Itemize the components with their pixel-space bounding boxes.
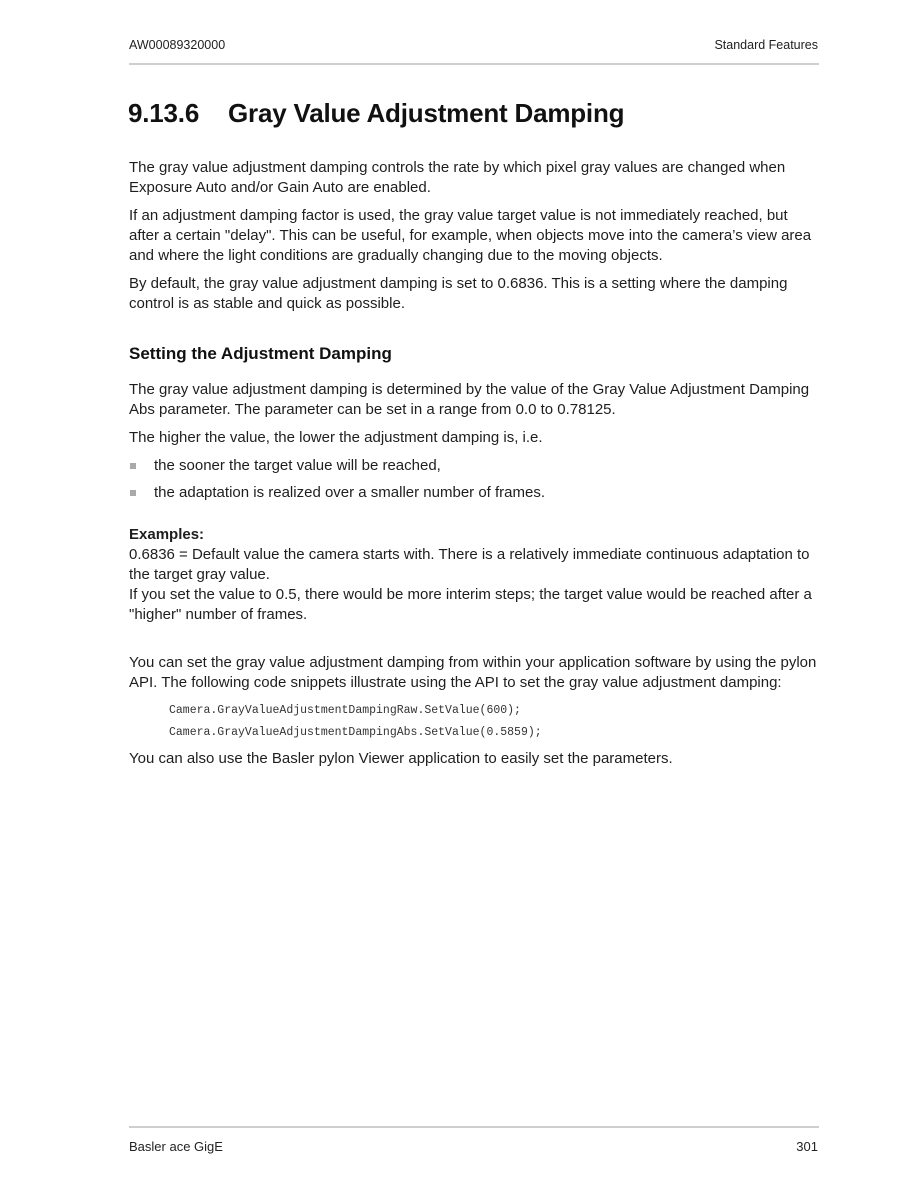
examples-label: Examples: [129, 526, 205, 543]
square-bullet-icon [130, 463, 136, 469]
chapter-name: Standard Features [714, 38, 818, 52]
bullet-text: the sooner the target value will be reached, [154, 457, 441, 474]
section-title: Gray Value Adjustment Damping [228, 98, 625, 128]
intro-paragraph: If an adjustment damping factor is used, the gray value target value is not immediately reached, but after a certain "delay". This can be useful, for example, when objects move into the camera’s view area and where the light conditions are gradually changing due to the moving objects. [129, 207, 812, 264]
example-line: If you set the value to 0.5, there would be more interim steps; the target value would be reached after a "higher" number of frames. [129, 586, 812, 623]
intro-paragraph: By default, the gray value adjustment damping is set to 0.6836. This is a setting where the damping control is as stable and quick as possible. [129, 275, 788, 312]
subsection-heading: Setting the Adjustment Damping [129, 344, 392, 363]
product-name: Basler ace GigE [129, 1139, 223, 1154]
intro-paragraph: The gray value adjustment damping controls the rate by which pixel gray values are changed when Exposure Auto and/or Gain Auto are enabled. [129, 159, 786, 196]
subsection-paragraph: The gray value adjustment damping is determined by the value of the Gray Value Adjustment Damping Abs parameter. The parameter can be set in a range from 0.0 to 0.78125. [129, 381, 810, 418]
footer-divider [129, 1126, 819, 1128]
square-bullet-icon [130, 490, 136, 496]
section-heading [128, 98, 624, 129]
page-body [129, 158, 819, 777]
page-number: 301 [796, 1139, 818, 1154]
code-snippet: Camera.GrayValueAdjustmentDampingAbs.SetValue(0.5859); [169, 726, 542, 739]
bullet-item [129, 483, 819, 503]
example-line: 0.6836 = Default value the camera starts with. There is a relatively immediate continuous adaptation to the target gray value. [129, 546, 810, 583]
api-intro-paragraph: You can set the gray value adjustment damping from within your application software by using the pylon API. The following code snippets illustrate using the API to set the gray value adjustment damping: [129, 654, 817, 691]
bullet-item [129, 456, 819, 476]
header-divider [129, 63, 819, 65]
subsection-paragraph: The higher the value, the lower the adjustment damping is, i.e. [129, 429, 543, 446]
document-id: AW00089320000 [129, 38, 226, 52]
code-snippet: Camera.GrayValueAdjustmentDampingRaw.SetValue(600); [169, 704, 521, 717]
bullet-list [129, 456, 819, 503]
section-number: 9.13.6 [128, 98, 200, 128]
bullet-text: the adaptation is realized over a smaller number of frames. [154, 484, 546, 501]
api-outro-paragraph: You can also use the Basler pylon Viewer application to easily set the parameters. [129, 750, 673, 767]
